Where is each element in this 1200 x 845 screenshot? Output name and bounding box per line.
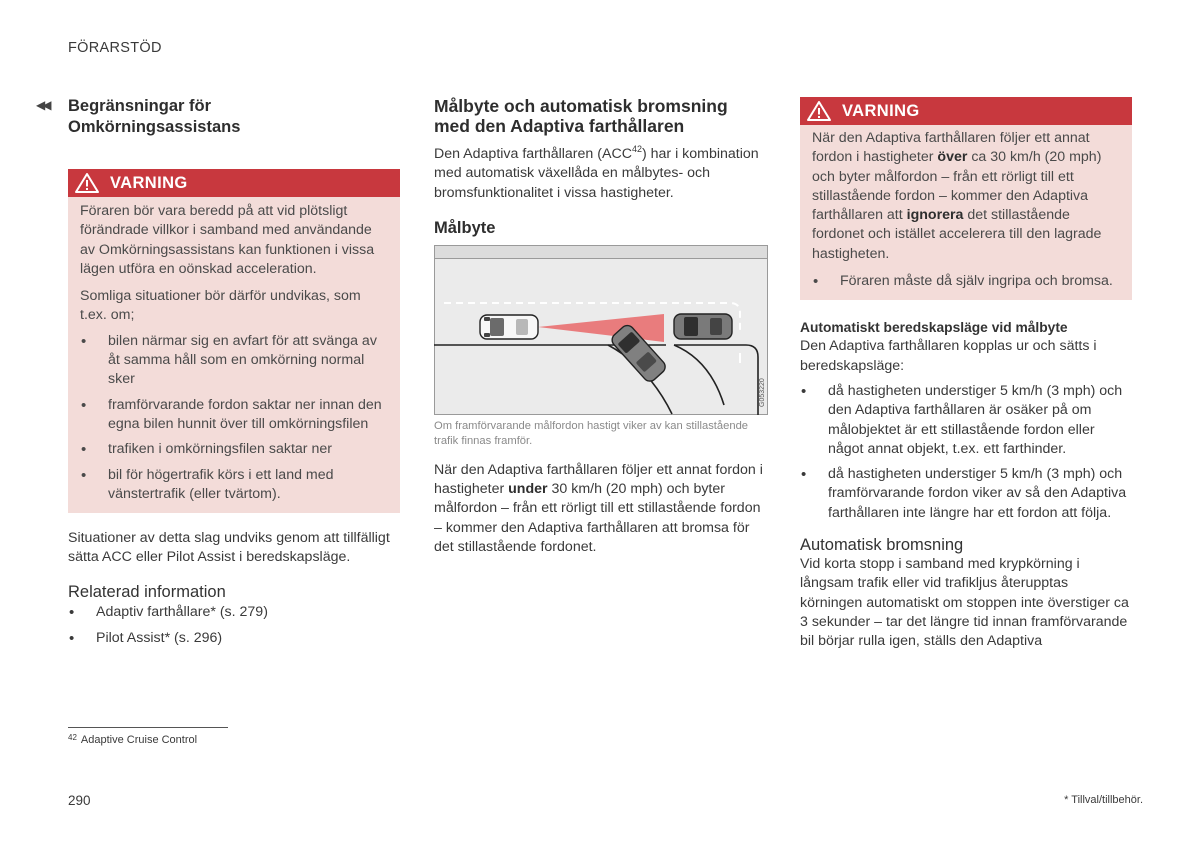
figure-code: G053220	[759, 378, 766, 407]
limitations-heading-line2: Omkörningsassistans	[68, 118, 241, 136]
footnote-text: Adaptive Cruise Control	[80, 734, 198, 746]
footnote-ref[interactable]: 42	[631, 144, 642, 154]
related-info-title: Relaterad information	[68, 582, 226, 601]
body-text-part: 30 km/h (20 mph) och byter målfordon – från ett rörligt till ett stillastående fordon – kommer den Adaptiva farthållaren att bromsa för det stillastående fordonet.	[434, 481, 761, 556]
braking-title: Automatisk bromsning	[800, 536, 964, 555]
page-number: 290	[68, 793, 91, 808]
target-change-body	[434, 461, 768, 557]
warning-box-overtake	[68, 169, 400, 513]
warning-header	[68, 169, 400, 197]
body-text-part: När den Adaptiva farthållaren följer ett annat fordon i hastigheter	[434, 461, 763, 498]
limitations-heading	[68, 96, 400, 138]
list-item: • bilen närmar sig en avfart för att svänga av åt samma håll som en omkörning normal sker	[80, 332, 388, 390]
target-change-illustration	[434, 245, 768, 415]
related-link-adaptive-cruise[interactable]: • Adaptiv farthållare* (s. 279)	[68, 603, 400, 622]
footnote	[68, 733, 197, 746]
footnote-divider	[68, 727, 228, 728]
body-bold-under: under	[508, 481, 548, 498]
target-change-heading	[434, 96, 768, 136]
list-item: • Föraren måste då själv ingripa och bromsa.	[812, 272, 1120, 291]
intro-text	[434, 140, 768, 203]
warning-text-part: ca 30 km/h (20 mph) och byter målfordon – från ett rörligt till ett stillastående fordon – kommer den Adaptiva farthållaren att	[812, 149, 1102, 224]
warning-text-part: det stillastående fordonet och istället accelerera till den lagrade hastigheten.	[812, 207, 1102, 262]
target-change-heading-line1: Målbyte och automatisk bromsning	[434, 96, 728, 116]
standby-text: Den Adaptiva farthållaren kopplas ur och sätts i beredskapsläge:	[800, 338, 1097, 374]
accessory-note: * Tillval/tillbehör.	[1064, 794, 1143, 806]
warning-paragraph: Föraren bör vara beredd på att vid plötsligt förändrade villkor i samband med användande av Omkörningsassistans kan funktionen i vissa lägen utföra en oönskad acceleration.	[80, 203, 375, 277]
standby-bullet-list	[800, 382, 1132, 523]
target-change-heading-line2: med den Adaptiva farthållaren	[434, 116, 685, 136]
list-item: • då hastigheten understiger 5 km/h (3 mph) och den Adaptiva farthållaren är osäker på om målobjektet är ett stillastående fordon eller något annat objekt, t.ex. ett farthinder.	[800, 382, 1132, 459]
warning-bold-over: över	[937, 149, 968, 166]
list-item: • då hastigheten understiger 5 km/h (3 mph) och framförvarande fordon viker av så den Adaptiva farthållaren inte längre har ett fordon att följa.	[800, 465, 1132, 523]
target-change-subtitle: Målbyte	[434, 218, 496, 237]
warning-body	[68, 197, 400, 513]
warning-paragraph: Somliga situationer bör därför undvikas, som t.ex. om;	[80, 288, 361, 324]
footnote-number: 42	[68, 733, 77, 742]
related-links-list	[68, 603, 400, 649]
warning-title: VARNING	[110, 173, 188, 192]
related-link-pilot-assist[interactable]: • Pilot Assist* (s. 296)	[68, 629, 400, 648]
standby-title: Automatiskt beredskapsläge vid målbyte	[800, 320, 1068, 336]
section-header: FÖRARSTÖD	[68, 40, 162, 56]
column-braking	[800, 96, 1132, 652]
limitations-heading-line1: Begränsningar för	[68, 97, 212, 115]
warning-triangle-icon	[74, 172, 100, 194]
warning-text-part: När den Adaptiva farthållaren följer ett annat fordon i hastigheter	[812, 130, 1090, 166]
warning-body	[800, 125, 1132, 300]
column-limitations	[68, 96, 400, 648]
warning-bullet-list	[80, 332, 388, 504]
list-item: • trafiken i omkörningsfilen saktar ner	[80, 440, 388, 459]
intro-text-part: ) har i kombination med automatisk växellåda en målbytes- och bromsfunktionalitet i vissa hastigheter.	[434, 146, 759, 201]
warning-title: VARNING	[842, 101, 920, 120]
double-chevron-left-icon[interactable]: ◀◀	[36, 98, 49, 112]
warning-triangle-icon	[806, 100, 832, 122]
avoidance-text: Situationer av detta slag undviks genom att tillfälligt sätta ACC eller Pilot Assist i beredskapsläge.	[68, 530, 390, 566]
figure-caption: Om framförvarande målfordon hastigt viker av kan stillastående trafik finnas framför.	[434, 419, 749, 447]
list-item: • bil för högertrafik körs i ett land med vänstertrafik (eller tvärtom).	[80, 466, 388, 505]
warning-paragraph	[812, 129, 1120, 264]
warning-bold-ignore: ignorera	[906, 207, 964, 224]
intro-text-part: Den Adaptiva farthållaren (ACC	[434, 146, 632, 162]
list-item: • framförvarande fordon saktar ner innan den egna bilen hunnit över till omkörningsfilen	[80, 396, 388, 435]
braking-text: Vid korta stopp i samband med krypkörning i långsam trafik eller vid trafikljus återupptas körningen automatiskt om stoppen inte överstiger ca 3 sekunder – tar det längre tid innan framförvarande bil börjar rulla igen, ställs den Adaptiva	[800, 556, 1129, 650]
warning-bullet-list	[812, 272, 1120, 291]
warning-box-speed	[800, 97, 1132, 300]
warning-header	[800, 97, 1132, 125]
column-target-change	[434, 96, 768, 557]
